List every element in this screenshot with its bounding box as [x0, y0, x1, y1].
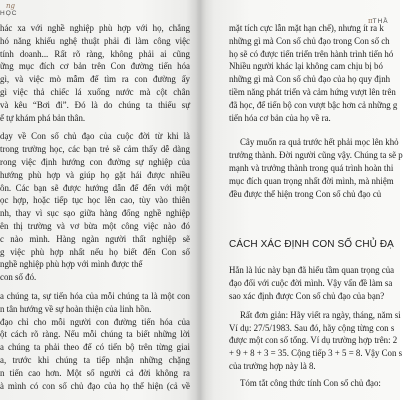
text-line: rong việc định hướng con đường sự nghiệp của [0, 156, 190, 167]
text-line: những gì mà Con số chủ đạo trong Con số ch [229, 35, 390, 46]
text-line: n tân hướng về sự hoàn thiện của linh hồn. [0, 303, 152, 314]
text-line: đạo đối với cuộc đời mình. Vậy vấn đề làm sa [229, 278, 393, 289]
paragraph [0, 290, 190, 392]
text-line: hó năng khiếu nghệ thuật phải đi làm công việc [0, 35, 190, 46]
text-line: đều được thể hiện trong Con số chủ đạo củ [229, 188, 382, 199]
text-line: dạy về Con số chủ đạo của cuộc đời từ khi là [0, 131, 190, 142]
text-line: Nhiều người khác lại không cam chịu bị bó [229, 61, 383, 72]
running-head-left: HỌC [0, 10, 18, 17]
text-line: hác xa với nghề nghiệp phù hợp với họ, chẳng [0, 23, 190, 33]
text-line: nh, thay vì sục sạo giữa hàng đống nghề nghiệp [0, 208, 190, 219]
text-line: tiềm năng phát triển và cảm hứng vượt lên trên [229, 86, 396, 97]
text-line: đạo chỉ cho mỗi người con đường tiến hóa của [0, 316, 190, 327]
text-line: ột cách rõ ràng. Nếu mỗi chúng ta biết những lời [0, 329, 190, 340]
running-head-right-symbol: π [368, 17, 373, 25]
text-line: gì, và việc mò mẫm để tìm ra con đường ấy [0, 74, 190, 85]
text-line: Rất đơn giản: Hãy viết ra ngày, tháng, năm si [240, 309, 401, 320]
text-line: n tiến cao hơn. Một số người cả đời không ra [0, 367, 190, 378]
text-line: nghề nghiệp phù hợp với mình được thể [0, 259, 143, 270]
left-page-text [0, 22, 190, 392]
text-line: Tóm tắt công thức tính Con số chủ đạo: [240, 377, 381, 388]
text-line: sao xác định được Con số chủ đạo của bạn? [229, 290, 385, 301]
paragraph [229, 309, 403, 373]
text-line: mặt tích cực lẫn mặt hạn chế), nhưng ít ra k [229, 23, 384, 33]
text-line: ể tự khám phá bản thân. [0, 112, 86, 123]
text-line: c nào mình. Hàng ngàn người thất nghiệp sẽ [0, 233, 190, 244]
text-line: g việc phù hợp nhất nếu họ biết đến Con số [0, 246, 190, 257]
section-heading: CÁCH XÁC ĐỊNH CON SỐ CHỦ ĐẠ [229, 239, 394, 251]
text-line: và kêu “Bơi đi”. Đó là do chúng ta thiếu sự [0, 99, 190, 110]
paragraph [229, 22, 400, 124]
text-line: mạnh và trưởng thành trong quá trình hoàn thi [229, 162, 394, 173]
text-line: Ví dụ: 27/5/1983. Sau đó, hãy cộng từng con s [229, 322, 395, 333]
paragraph [229, 136, 403, 200]
text-line: à mình có con số chủ đạo của họ thể hiện (cả về [0, 380, 190, 391]
page-gutter [196, 0, 206, 400]
text-line: những gì mà Con số chủ đạo của họ quy định [229, 74, 391, 85]
paragraph [0, 130, 190, 284]
text-line: được một con số tổng. Ví dụ trường hợp trên: 2 [229, 335, 398, 346]
text-line: Hẳn là lúc này bạn đã hiểu tầm quan trọng của [229, 265, 395, 276]
text-line: Cây muốn ra quả trước hết phải mọc lên khỏ [240, 137, 399, 148]
running-head-right-title: THẦ [372, 18, 389, 25]
text-line: + 9 + 8 + 3 = 35. Cộng tiếp 3 + 5 = 8. Vậy Con s [229, 348, 403, 359]
paragraph [229, 377, 400, 390]
text-line: tính doanh... Rất rõ ràng, không phải ai cũng [0, 48, 190, 59]
text-line: ững mục đích cơ bản trên Con đường tiến hóa [0, 61, 190, 72]
text-line: ên thị trường và vơ bừa một công việc nào đó [0, 220, 190, 231]
text-line: mục đích quan trọng nhất đời mình, mà nhiệm [229, 175, 394, 186]
text-line: hướng phù hợp và giúp họ gặt hái được nhiều [0, 169, 190, 180]
text-line: đã học, để tiến bộ con vượt bậc hơn cả những g [229, 99, 398, 110]
text-line: con số đó. [0, 272, 37, 283]
text-line: gì việc thả chiếc lá xuống nước mà cột chân [0, 86, 190, 97]
running-head-left-script: ng [6, 2, 15, 10]
paragraph [229, 264, 400, 302]
text-line: họ sẽ có được tiến triển trên hành trình tiến hó [229, 48, 394, 59]
text-line: a chúng ta, sự tiến hóa của mỗi chúng ta là một con [0, 290, 190, 301]
text-line: a, trước khi chúng ta tiếp nhận những chặng [0, 354, 190, 365]
paragraph [0, 22, 190, 124]
text-line: trong trường học, các bạn trẻ sẽ cảm thấy dễ dàng [0, 144, 190, 155]
text-line: ọc hợp, hoặc tiếp tục học lên cao, tùy vào thiên [0, 195, 190, 206]
text-line: của trường hợp này là 8. [229, 360, 316, 371]
text-line: ôn. Các bạn sẽ được hướng dẫn để đến với một [0, 182, 190, 193]
text-line: a chúng ta phải theo để có tiến bộ trên từng giai [0, 342, 190, 353]
running-head-right [368, 10, 400, 25]
text-line: trưởng thành. Đời người cũng vậy. Chúng ta sẽ p [229, 150, 403, 161]
right-page-text [229, 22, 403, 390]
text-line: tiến hóa cơ bản của họ về ra. [229, 112, 331, 123]
